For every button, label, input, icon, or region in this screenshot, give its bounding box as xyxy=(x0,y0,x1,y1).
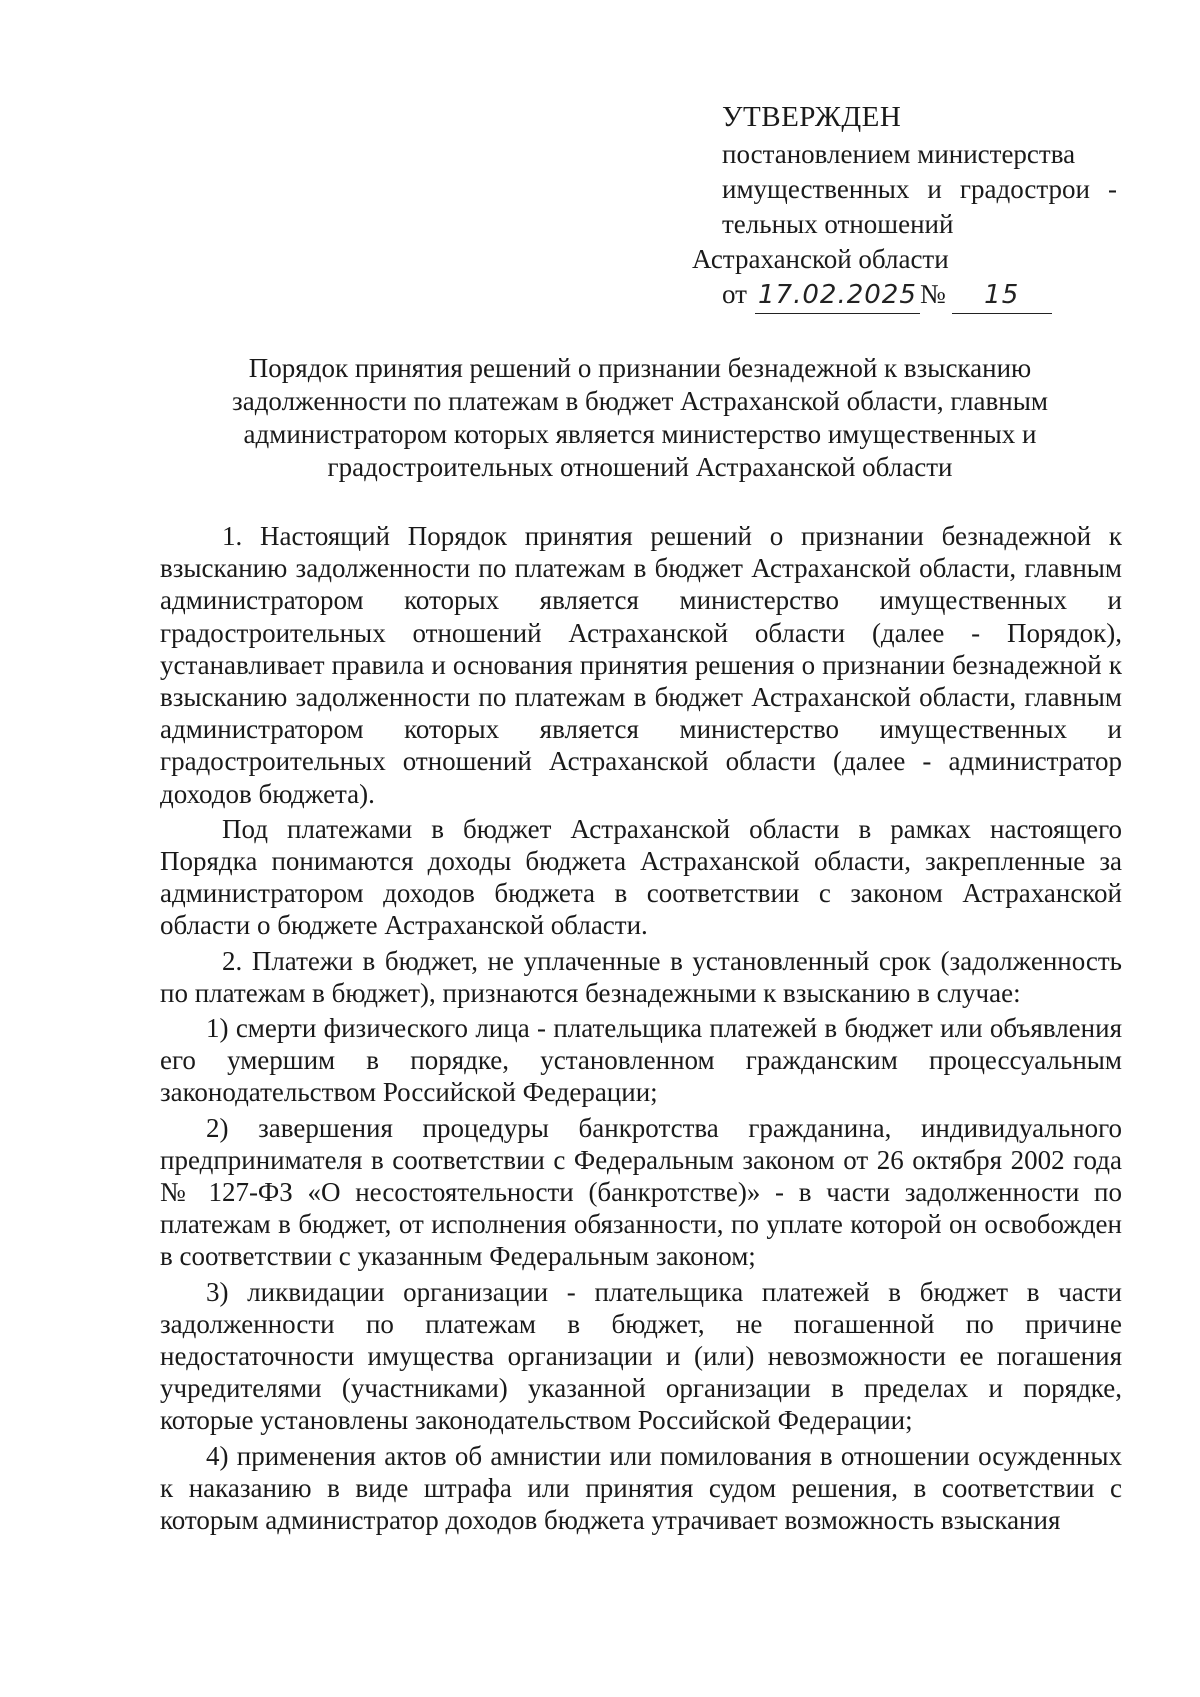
approval-line-2: имущественных и градострои - xyxy=(722,174,1117,204)
approval-line-1: постановлением министерства xyxy=(722,139,1076,169)
list-item-4: 4) применения актов об амнистии или помилования в отношении осужденных к наказанию в виде штрафа или принятия судом решения, в соответствии с которым администратор доходов бюджета утрачивает возможность взыскания xyxy=(160,1440,1122,1536)
approval-title: УТВЕРЖДЕН xyxy=(722,101,902,133)
document-title: Порядок принятия решений о признании безнадежной к взысканию задолженности по платежам в бюджет Астраханской области, главным администратором которых является министерство имущественных и градостроительных отношений Астраханской области xyxy=(232,353,1048,482)
approval-date-line xyxy=(722,277,1142,314)
paragraph-3: 2. Платежи в бюджет, не уплаченные в установленный срок (задолженность по платежам в бюджет), признаются безнадежными к взысканию в случае: xyxy=(160,945,1122,1008)
number-sign: № xyxy=(919,279,946,309)
approval-line-3: тельных отношений xyxy=(722,209,954,239)
handwritten-date: 17.02.2025 xyxy=(755,278,920,314)
document-body xyxy=(160,520,1122,1539)
list-item-3: 3) ликвидации организации - плательщика платежей в бюджет в части задолженности по платежам в бюджет, не погашенной по причине недостаточности имущества организации и (или) невозможности ее погашения учредителями (участниками) указанной организации в пределах и порядке, которые установлены законодательством Российской Федерации; xyxy=(160,1276,1122,1436)
paragraph-2: Под платежами в бюджет Астраханской области в рамках настоящего Порядка понимаются доходы бюджета Астраханской области, закрепленные за администратором доходов бюджета в соответствии с законом Астраханской области о бюджете Астраханской области. xyxy=(160,813,1122,941)
handwritten-number: 15 xyxy=(952,278,1052,314)
list-item-2: 2) завершения процедуры банкротства гражданина, индивидуального предпринимателя в соответствии с Федеральным законом от 26 октября 2002 года № 127-ФЗ «О несостоятельности (банкротстве)» - в части задолженности по платежам в бюджет, от исполнения обязанности, по уплате которой он освобожден в соответствии с указанным Федеральным законом; xyxy=(160,1112,1122,1272)
date-prefix: от xyxy=(722,279,747,309)
paragraph-1: 1. Настоящий Порядок принятия решений о признании безнадежной к взысканию задолженности по платежам в бюджет Астраханской области, главным администратором которых является министерство имущественных и градостроительных отношений Астраханской области (далее - Порядок), устанавливает правила и основания принятия решения о признании безнадежной к взысканию задолженности по платежам в бюджет Астраханской области, главным администратором которых является министерство имущественных и градостроительных отношений Астраханской области (далее - администратор доходов бюджета). xyxy=(160,521,1122,809)
list-item-1: 1) смерти физического лица - плательщика платежей в бюджет или объявления его умершим в порядке, установленном гражданским процессуальным законодательством Российской Федерации; xyxy=(160,1013,1122,1108)
approval-line-4: Астраханской области xyxy=(692,244,949,274)
approval-stamp xyxy=(692,100,1142,314)
